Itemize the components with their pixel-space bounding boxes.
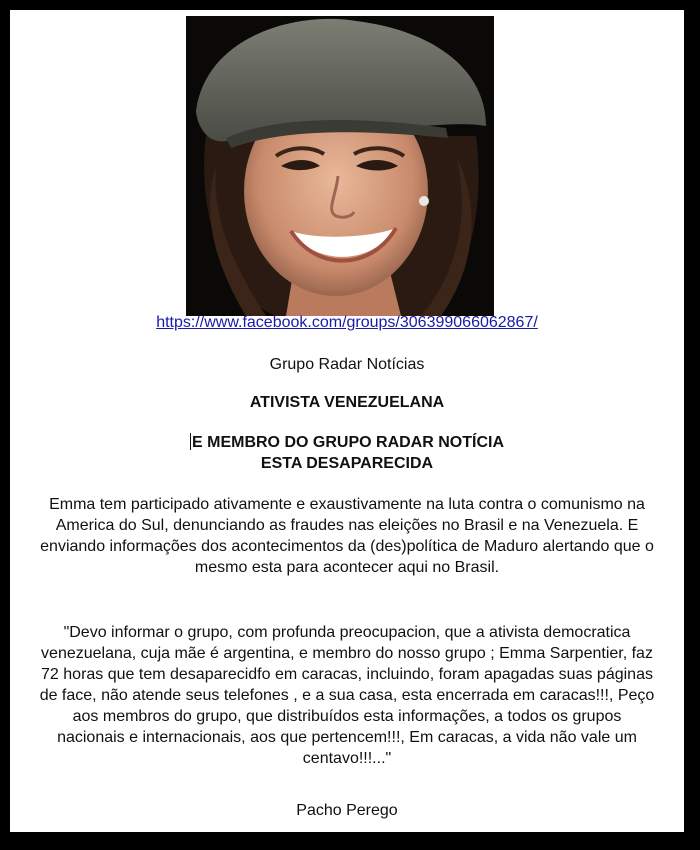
subheadline-line-1: E MEMBRO DO GRUPO RADAR NOTÍCIA <box>192 434 504 451</box>
portrait-photo <box>186 16 494 316</box>
text-cursor <box>190 433 191 450</box>
document-page <box>10 10 684 832</box>
signature: Pacho Perego <box>296 802 398 819</box>
portrait-illustration <box>186 16 494 316</box>
group-name: Grupo Radar Notícias <box>269 356 425 373</box>
subheadline-line-2: ESTA DESAPARECIDA <box>260 455 434 472</box>
subheadline <box>10 432 684 474</box>
facebook-group-link[interactable]: https://www.facebook.com/groups/306399066062867/ <box>156 314 538 331</box>
body-paragraph-2: "Devo informar o grupo, com profunda preocupacion, que a ativista democratica venezuelana, cuja mãe é argentina, e membro do nosso grupo ; Emma Sarpentier, faz 72 horas que tem desaparecidfo em caracas, incluindo, foram apagadas suas páginas de face, não atende seus telefones , e a sua casa, esta encerrada em caracas!!!, Peço aos membros do grupo, que distribuídos esta informações, a todos os grupos nacionais e internacionais, aos que pertencem!!!, Em caracas, a vida não vale um centavo!!!..." <box>39 624 655 767</box>
body-paragraph-1: Emma tem participado ativamente e exaustivamente na luta contra o comunismo na America do Sul, denunciando as fraudes nas eleições no Brasil e na Venezuela. E enviando informações dos acontecimentos da (des)política de Maduro alertando que o mesmo esta para acontecer aqui no Brasil. <box>40 496 654 576</box>
headline: ATIVISTA VENEZUELANA <box>249 394 445 411</box>
